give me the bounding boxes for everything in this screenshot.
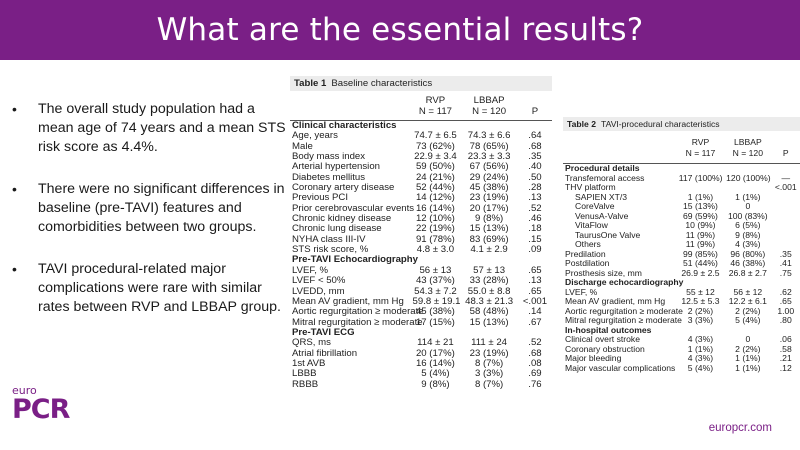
rvp-value: 5 (4%): [687, 362, 714, 373]
row-label: Mitral regurgitation ≥ moderate: [565, 315, 682, 325]
rvp-value: 16 (14%): [415, 357, 455, 369]
header-p: P: [782, 148, 789, 158]
lbbap-value: 20 (17%): [469, 202, 509, 214]
row-label: Major vascular complications: [565, 362, 676, 373]
rvp-value: 51 (44%): [683, 258, 718, 268]
lbbap-value: 0: [745, 201, 751, 211]
row-label: Coronary artery disease: [292, 182, 395, 194]
row-label: CoreValve: [575, 201, 615, 211]
table-row: [290, 276, 552, 286]
table-body: [563, 164, 800, 374]
row-label: VitaFlow: [575, 220, 608, 230]
p-value: .35: [528, 151, 542, 163]
p-value: .75: [779, 267, 792, 278]
p-value: [772, 212, 800, 222]
rvp-value: 54.3 ± 7.2: [414, 285, 457, 297]
p-value: .58: [779, 343, 792, 354]
lbbap-value: 15 (13%): [469, 316, 509, 328]
row-label: Postdilation: [565, 258, 610, 268]
lbbap-value: 111 ± 24: [471, 337, 508, 349]
lbbap-value: 55.0 ± 8.8: [467, 285, 511, 297]
lbbap-value: 8 (7%): [474, 378, 504, 390]
p-value: .46: [528, 213, 542, 225]
lbbap-value: 9 (8%): [474, 213, 504, 225]
p-value: <.001: [522, 295, 548, 307]
row-label: Previous PCI: [292, 192, 348, 204]
header-lbbap: LBBAP N = 120: [732, 137, 763, 158]
rvp-value: 45 (38%): [415, 306, 455, 318]
rvp-value: 24 (21%): [415, 171, 455, 183]
p-value: .18: [528, 223, 542, 235]
p-value: .64: [528, 130, 542, 142]
row-label: LBBB: [292, 368, 317, 380]
baseline-characteristics-table: [290, 76, 552, 390]
europcr-logo: [12, 385, 69, 423]
row-label: 1st AVB: [292, 357, 326, 369]
lbbap-value: 5 (4%): [735, 315, 761, 325]
lbbap-value: 46 (38%): [730, 258, 766, 268]
section-row: [563, 164, 800, 174]
table-row: [563, 364, 800, 374]
row-label: Coronary obstruction: [565, 343, 645, 354]
rvp-value: 59.8 ± 19.1: [412, 295, 461, 307]
p-value: .62: [779, 286, 792, 297]
row-label: Chronic lung disease: [292, 223, 382, 235]
procedural-characteristics-table: [563, 117, 800, 373]
rvp-value: 12 (10%): [415, 213, 455, 225]
lbbap-value: 15 (13%): [469, 223, 509, 235]
rvp-value: 1 (1%): [687, 343, 714, 354]
header-rvp: RVP N = 117: [418, 95, 452, 117]
row-label: Chronic kidney disease: [292, 213, 392, 225]
rvp-value: 69 (59%): [683, 210, 718, 221]
lbbap-value: 1 (1%): [735, 191, 761, 202]
logo-pcr: PCR: [12, 394, 70, 425]
row-label: Diabetes mellitus: [292, 171, 366, 183]
row-label: Mean AV gradient, mm Hg: [292, 295, 404, 307]
row-label: Clinical characteristics: [292, 120, 397, 131]
p-value: [772, 202, 800, 212]
table-label: Table 2: [567, 119, 596, 129]
rvp-value: 3 (3%): [687, 315, 714, 325]
row-label: Predilation: [565, 248, 606, 259]
lbbap-value: [724, 164, 771, 174]
row-label: Mitral regurgitation ≥ moderate: [292, 316, 423, 328]
p-value: .13: [528, 275, 542, 287]
p-value: .68: [528, 140, 542, 152]
lbbap-value: 120 (100%): [726, 172, 771, 183]
section-row: [563, 278, 800, 288]
lbbap-value: 6 (5%): [735, 220, 761, 230]
row-label: Aortic regurgitation ≥ moderate: [292, 306, 424, 318]
rvp-value: 11 (9%): [685, 229, 716, 240]
rvp-value: 22.9 ± 3.4: [414, 151, 457, 163]
p-value: .69: [528, 368, 542, 380]
logo-euro: euro: [12, 384, 37, 397]
lbbap-value: 23 (19%): [469, 347, 509, 359]
p-value: .28: [528, 182, 542, 194]
row-label: VenusA-Valve: [575, 210, 629, 221]
rvp-value: 4 (3%): [687, 353, 714, 363]
p-value: .40: [528, 161, 542, 173]
rvp-value: 2 (2%): [687, 305, 714, 316]
row-label: LVEDD, mm: [292, 285, 345, 297]
table-caption-text: Baseline characteristics: [331, 78, 433, 89]
rvp-value: 74.7 ± 6.5: [414, 130, 457, 142]
p-value: .65: [528, 264, 542, 276]
rvp-value: 99 (85%): [683, 248, 718, 259]
lbbap-value: 12.2 ± 6.1: [728, 296, 767, 306]
table-row: [290, 380, 552, 390]
rvp-value: 52 (44%): [415, 182, 455, 194]
row-label: Atrial fibrillation: [292, 347, 358, 359]
p-value: .76: [528, 378, 542, 390]
p-value: .80: [779, 315, 792, 325]
rvp-value: 43 (37%): [415, 275, 455, 287]
table-label: Table 1: [294, 78, 327, 89]
header-lbbap: LBBAP N = 120: [472, 95, 507, 117]
rvp-value: 14 (12%): [415, 192, 455, 204]
lbbap-value: 100 (83%): [728, 210, 768, 221]
row-label: Arterial hypertension: [292, 161, 380, 173]
rvp-value: 11 (9%): [685, 239, 716, 249]
p-value: .52: [528, 337, 542, 349]
rvp-value: 5 (4%): [421, 368, 450, 380]
website-link[interactable]: europcr.com: [708, 422, 772, 434]
row-label: LVEF, %: [565, 286, 598, 297]
p-value: <.001: [774, 182, 797, 192]
rvp-value: 55 ± 12: [686, 286, 715, 297]
row-label: In-hospital outcomes: [565, 324, 652, 335]
lbbap-value: 67 (56%): [469, 161, 509, 173]
rvp-value: 17 (15%): [415, 316, 455, 328]
p-value: .15: [528, 233, 542, 245]
p-value: .65: [528, 285, 542, 297]
row-label: Clinical overt stroke: [565, 334, 640, 344]
header-rvp: RVP N = 117: [685, 137, 716, 158]
slide-title: What are the essential results?: [156, 12, 644, 48]
row-label: THV platform: [565, 182, 616, 192]
rvp-value: 15 (13%): [683, 201, 718, 211]
lbbap-value: 4.1 ± 2.9: [470, 244, 508, 256]
title-bar: [0, 0, 800, 60]
header-p: P: [531, 106, 539, 117]
p-value: .21: [779, 353, 792, 363]
row-label: RBBB: [292, 378, 319, 390]
header-label: [290, 95, 411, 121]
row-label: Discharge echocardiography: [565, 277, 684, 287]
rvp-value: 91 (78%): [415, 233, 455, 245]
bullet-list: [12, 100, 290, 340]
lbbap-value: 23 (19%): [469, 192, 509, 204]
rvp-value: 56 ± 13: [419, 264, 452, 276]
p-value: .06: [779, 334, 792, 344]
rvp-value: 20 (17%): [415, 347, 455, 359]
p-value: [772, 193, 800, 203]
row-label: LVEF, %: [292, 264, 329, 276]
table-caption: [290, 76, 552, 91]
rvp-value: 9 (8%): [421, 378, 450, 390]
p-value: [772, 231, 800, 241]
table-caption: [563, 117, 800, 131]
row-label: Body mass index: [292, 151, 366, 163]
row-label: Transfemoral access: [565, 172, 645, 183]
p-value: .13: [528, 192, 542, 204]
lbbap-value: 9 (8%): [735, 229, 761, 240]
rvp-value: [677, 164, 724, 174]
rvp-value: 73 (62%): [415, 140, 455, 152]
bullet-item: • TAVI procedural-related major complications were rare with similar rates between RVP and LBBAP group.: [12, 260, 290, 317]
lbbap-value: 45 (38%): [469, 182, 509, 194]
lbbap-value: 4 (3%): [735, 239, 761, 249]
table-row: [290, 307, 552, 317]
row-label: Age, years: [292, 130, 338, 142]
row-label: Pre-TAVI Echocardiography: [292, 254, 418, 266]
p-value: .52: [528, 202, 542, 214]
rvp-value: 117 (100%): [678, 172, 723, 183]
rvp-value: 4 (3%): [687, 334, 714, 344]
p-value: .41: [779, 258, 792, 268]
row-label: Aortic regurgitation ≥ moderate: [565, 305, 683, 316]
row-label: Pre-TAVI ECG: [292, 326, 355, 338]
row-label: QRS, ms: [292, 337, 331, 349]
p-value: .09: [528, 244, 542, 256]
rvp-value: 12.5 ± 5.3: [681, 296, 720, 306]
header-label: [563, 137, 677, 164]
lbbap-value: 74.3 ± 6.6: [467, 130, 511, 142]
p-value: —: [781, 172, 791, 183]
lbbap-value: 1 (1%): [735, 353, 761, 363]
row-label: Mean AV gradient, mm Hg: [565, 296, 666, 306]
rvp-value: 59 (50%): [415, 161, 455, 173]
p-value: .12: [779, 362, 792, 373]
lbbap-value: 29 (24%): [469, 171, 509, 183]
row-label: Prior cerebrovascular events: [292, 202, 415, 214]
rvp-value: 10 (9%): [685, 220, 716, 230]
lbbap-value: 57 ± 13: [473, 264, 506, 276]
p-value: .08: [528, 357, 542, 369]
row-label: Prosthesis size, mm: [565, 267, 642, 278]
p-value: 1.00: [777, 305, 795, 316]
row-label: STS risk score, %: [292, 244, 369, 256]
lbbap-value: 8 (7%): [474, 357, 504, 369]
lbbap-value: 83 (69%): [469, 233, 509, 245]
rvp-value: 114 ± 21: [417, 337, 454, 349]
p-value: .67: [528, 316, 542, 328]
lbbap-value: 0: [745, 334, 751, 344]
rvp-value: 16 (14%): [415, 202, 455, 214]
lbbap-value: 3 (3%): [474, 368, 504, 380]
lbbap-value: 58 (48%): [469, 306, 509, 318]
p-value: .68: [528, 347, 542, 359]
table-body: [290, 121, 552, 390]
rvp-value: 22 (19%): [415, 223, 455, 235]
lbbap-value: 48.3 ± 21.3: [465, 295, 514, 307]
bullet-item: • The overall study population had a mean age of 74 years and a mean STS risk score as 4.4%.: [12, 100, 290, 157]
bullet-item: • There were no significant differences in baseline (pre-TAVI) features and comorbidities between two groups.: [12, 180, 290, 237]
rvp-value: 26.9 ± 2.5: [681, 267, 720, 278]
p-value: .50: [528, 171, 542, 183]
row-label: SAPIEN XT/3: [575, 191, 628, 202]
lbbap-value: 1 (1%): [735, 362, 761, 373]
p-value: .35: [779, 248, 792, 259]
lbbap-value: 2 (2%): [735, 343, 761, 354]
lbbap-value: 33 (28%): [469, 275, 509, 287]
p-value: [772, 164, 800, 174]
row-label: Others: [575, 239, 601, 249]
lbbap-value: 78 (65%): [469, 140, 509, 152]
lbbap-value: 96 (80%): [730, 248, 766, 259]
p-value: [772, 221, 800, 231]
lbbap-value: 26.8 ± 2.7: [728, 267, 767, 278]
lbbap-value: 2 (2%): [735, 305, 761, 316]
row-label: NYHA class III-IV: [292, 233, 366, 245]
row-label: Male: [292, 140, 313, 152]
rvp-value: 4.8 ± 3.0: [416, 244, 455, 256]
table-row: [290, 338, 552, 348]
p-value: .14: [528, 306, 542, 318]
row-label: Major bleeding: [565, 353, 622, 363]
lbbap-value: 23.3 ± 3.3: [467, 151, 511, 163]
row-label: TaurusOne Valve: [575, 229, 641, 240]
table-caption-text: TAVI-procedural characteristics: [600, 119, 720, 129]
row-label: Procedural details: [565, 163, 640, 173]
row-label: LVEF < 50%: [292, 275, 346, 287]
rvp-value: 1 (1%): [687, 191, 714, 202]
p-value: .65: [779, 296, 792, 306]
lbbap-value: 56 ± 12: [733, 286, 763, 297]
